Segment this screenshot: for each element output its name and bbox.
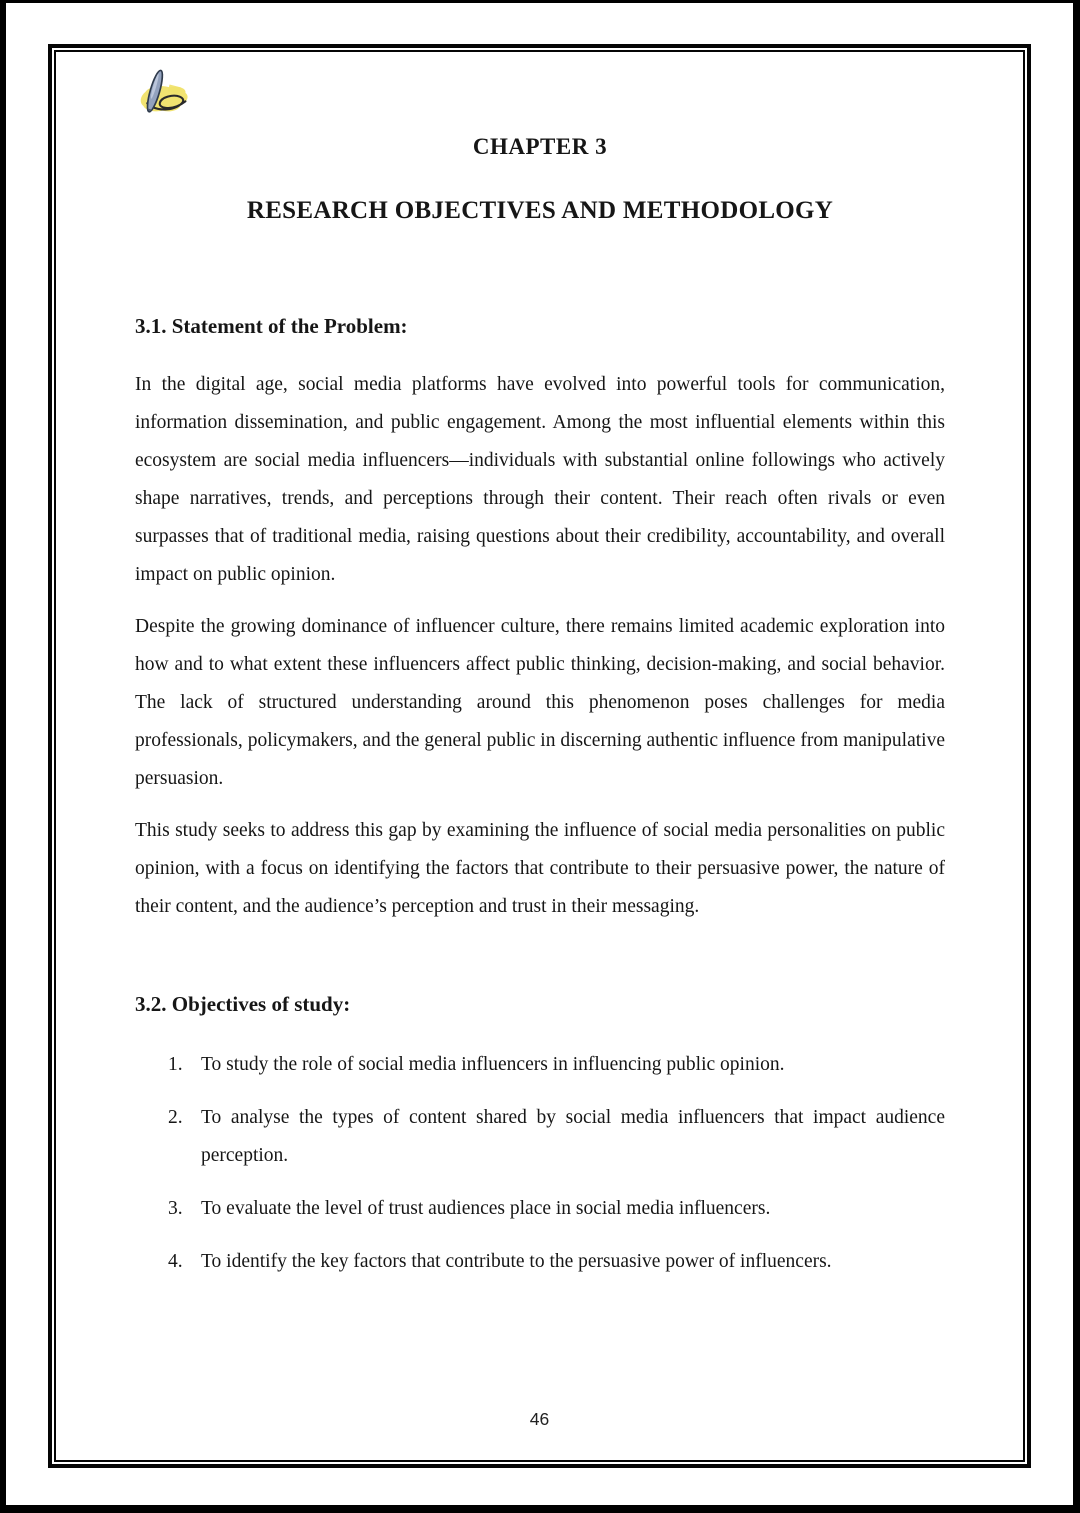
paragraph-1: In the digital age, social media platforms have evolved into powerful tools for communication, information dissemination, and public engagement. Among the most influential elements within this ecosystem are social media influencers—individuals with substantial online followings who actively shape narratives, trends, and perceptions through their content. Their reach often rivals or even surpasses that of traditional media, raising questions about their credibility, accountability, and overall impact on public opinion. xyxy=(135,374,945,585)
list-item xyxy=(168,1243,945,1281)
list-item-text: To evaluate the level of trust audiences place in social media influencers. xyxy=(201,1198,771,1219)
list-item-number: 1. xyxy=(168,1054,183,1075)
paragraph-2: Despite the growing dominance of influencer culture, there remains limited academic exploration into how and to what extent these influencers affect public thinking, decision-making, and social behavior. The lack of structured understanding around this phenomenon poses challenges for media professionals, policymakers, and the general public in discerning authentic influence from manipulative persuasion. xyxy=(135,616,945,789)
list-item-text: To study the role of social media influencers in influencing public opinion. xyxy=(201,1054,785,1075)
page-number: 46 xyxy=(529,1409,550,1429)
list-item-number: 4. xyxy=(168,1251,183,1272)
list-item xyxy=(168,1046,945,1084)
chapter-label: CHAPTER 3 xyxy=(472,134,608,159)
chapter-title: RESEARCH OBJECTIVES AND METHODOLOGY xyxy=(246,197,834,224)
list-item xyxy=(168,1190,945,1228)
page-border-outer xyxy=(48,44,1031,1468)
page-content xyxy=(56,64,1023,1472)
list-item-text: To analyse the types of content shared by social media influencers that impact audience perception. xyxy=(201,1107,945,1166)
page-border-inner xyxy=(54,50,1025,1462)
paragraph-3: This study seeks to address this gap by examining the influence of social media personalities on public opinion, with a focus on identifying the factors that contribute to their persuasive power, the nature of their content, and the audience’s perception and trust in their messaging. xyxy=(135,820,945,917)
list-item xyxy=(168,1099,945,1175)
objectives-list xyxy=(168,1046,945,1281)
list-item-number: 3. xyxy=(168,1198,183,1219)
document-page xyxy=(6,3,1073,1505)
list-item-number: 2. xyxy=(168,1107,183,1128)
pen-scribble-icon xyxy=(130,64,198,120)
section-heading-statement-of-problem: 3.1. Statement of the Problem: xyxy=(135,314,408,338)
list-item-text: To identify the key factors that contribute to the persuasive power of influencers. xyxy=(201,1251,832,1272)
section-heading-objectives: 3.2. Objectives of study: xyxy=(135,992,351,1016)
